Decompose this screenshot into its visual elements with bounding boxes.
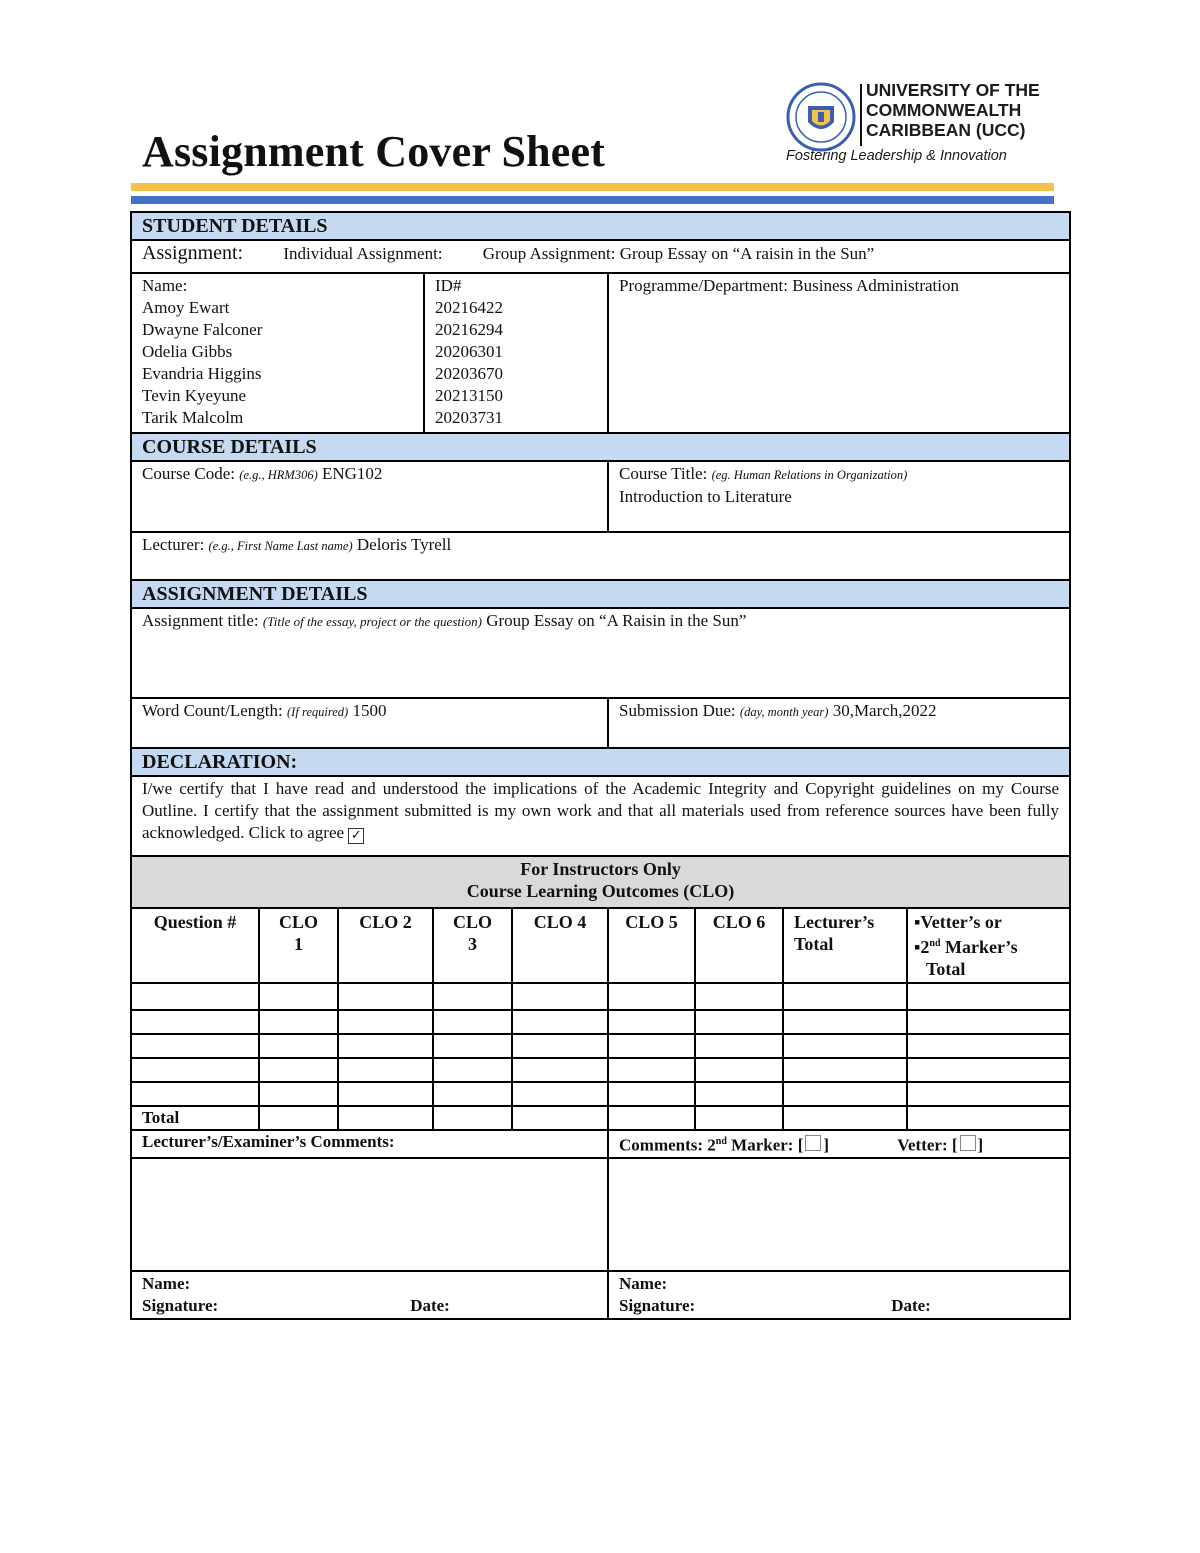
agree-checkbox[interactable]: ✓ [348,828,364,844]
lecturer-cell [131,532,1070,580]
student-id[interactable]: 20203670 [435,364,503,383]
assignment-title-label: Assignment title: [142,611,259,630]
individual-assignment-label: Individual Assignment: [283,244,443,263]
lecturer-value[interactable]: Deloris Tyrell [356,535,452,554]
second-marker-checkbox[interactable] [805,1135,821,1151]
student-id[interactable]: 20216294 [435,320,503,339]
course-title-cell [608,461,1070,532]
student-name[interactable]: Odelia Gibbs [142,342,233,361]
university-seal-icon [786,82,856,152]
university-logo [786,78,1056,170]
examiner-comments-label: Lecturer’s/Examiner’s Comments: [131,1130,608,1158]
course-details-header: COURSE DETAILS [131,433,1070,461]
student-id[interactable]: 20213150 [435,386,503,405]
logo-divider [860,84,862,146]
lecturer-total-header: Lecturer’s Total [783,908,907,983]
declaration-header: DECLARATION: [131,748,1070,776]
marker-comments-box[interactable] [608,1158,1070,1271]
table-row [131,1034,1070,1058]
marker-total-header: ▪Vetter’s or ▪2nd Marker’s Total [907,908,1070,983]
word-count-hint: (If required) [287,705,349,719]
clo6-header: CLO 6 [695,908,783,983]
word-count-cell [131,698,608,748]
marker-signoff: Name: Signature: Date: [608,1271,1070,1319]
instructors-only-title: For Instructors Only [520,859,681,879]
clo3-header: CLO 3 [433,908,512,983]
assignment-title-hint: (Title of the essay, project or the question) [262,614,482,629]
course-code-label: Course Code: [142,464,236,483]
lecturer-hint: (e.g., First Name Last name) [208,539,353,553]
group-assignment-label: Group Assignment: [482,244,616,263]
course-code-hint: (e.g., HRM306) [239,468,318,482]
course-title-label: Course Title: [619,464,708,483]
total-label: Total [131,1106,259,1130]
university-name: UNIVERSITY OF THE COMMONWEALTH CARIBBEAN (UCC) [866,80,1040,140]
student-name[interactable]: Tevin Kyeyune [142,386,247,405]
comments-table [130,1129,1071,1320]
student-name[interactable]: Amoy Ewart [142,298,230,317]
submission-due-label: Submission Due: [619,701,736,720]
student-id[interactable]: 20203731 [435,408,503,427]
group-assignment-value[interactable]: Group Essay on “A raisin in the Sun” [619,244,875,263]
table-row [131,1082,1070,1106]
instructor-table [130,855,1071,1131]
details-table [130,211,1071,857]
word-count-value[interactable]: 1500 [352,701,387,720]
examiner-comments-box[interactable] [131,1158,608,1271]
assignment-title-cell [131,608,1070,698]
vetter-checkbox[interactable] [960,1135,976,1151]
university-tagline: Fostering Leadership & Innovation [786,148,1007,164]
clo2-header: CLO 2 [338,908,433,983]
assignment-label: Assignment: [142,242,244,264]
gold-rule [131,183,1054,191]
student-name[interactable]: Evandria Higgins [142,364,262,383]
student-name[interactable]: Dwayne Falconer [142,320,263,339]
clo5-header: CLO 5 [608,908,695,983]
assignment-title-value[interactable]: Group Essay on “A Raisin in the Sun” [486,611,747,630]
programme-label: Programme/Department: [619,276,789,295]
blue-rule [131,196,1054,204]
programme-cell [608,273,1070,433]
clo1-header: CLO 1 [259,908,338,983]
examiner-signoff: Name: Signature: Date: [131,1271,608,1319]
question-header: Question # [131,908,259,983]
course-title-hint: (eg. Human Relations in Organization) [711,468,908,482]
lecturer-label: Lecturer: [142,535,205,554]
table-row [131,983,1070,1010]
id-label: ID# [435,276,462,295]
submission-due-value[interactable]: 30,March,2022 [832,701,937,720]
clo-title: Course Learning Outcomes (CLO) [466,881,735,901]
assignment-type-row [131,240,1070,273]
submission-due-hint: (day, month year) [739,705,829,719]
marker-comments-cell: Comments: 2nd Marker: [ ] Vetter: [ ] [608,1130,1070,1158]
student-details-header: STUDENT DETAILS [131,212,1070,240]
clo4-header: CLO 4 [512,908,608,983]
assignment-details-header: ASSIGNMENT DETAILS [131,580,1070,608]
student-name[interactable]: Tarik Malcolm [142,408,244,427]
student-names-cell [131,273,424,433]
programme-value[interactable]: Business Administration [792,276,959,295]
declaration-text: I/we certify that I have read and understood the implications of the Academic Integrity and Copyright guidelines on my Course Outline. I certify that the assignment submitted is my own work and that all materials used from reference sources have been fully acknowledged. Click to agree [142,779,1060,842]
total-row [131,1106,1070,1130]
page-title: Assignment Cover Sheet [142,127,606,176]
name-label: Name: [142,276,188,295]
cover-sheet-form [130,211,1069,1320]
student-id[interactable]: 20216422 [435,298,503,317]
course-code-value[interactable]: ENG102 [321,464,383,483]
submission-due-cell [608,698,1070,748]
table-row [131,1010,1070,1034]
word-count-label: Word Count/Length: [142,701,283,720]
student-ids-cell [424,273,608,433]
table-row [131,1058,1070,1082]
course-title-value[interactable]: Introduction to Literature [619,487,792,506]
course-code-cell [131,461,608,532]
instructors-only-header [131,856,1070,908]
declaration-cell [131,776,1070,856]
student-id[interactable]: 20206301 [435,342,503,361]
